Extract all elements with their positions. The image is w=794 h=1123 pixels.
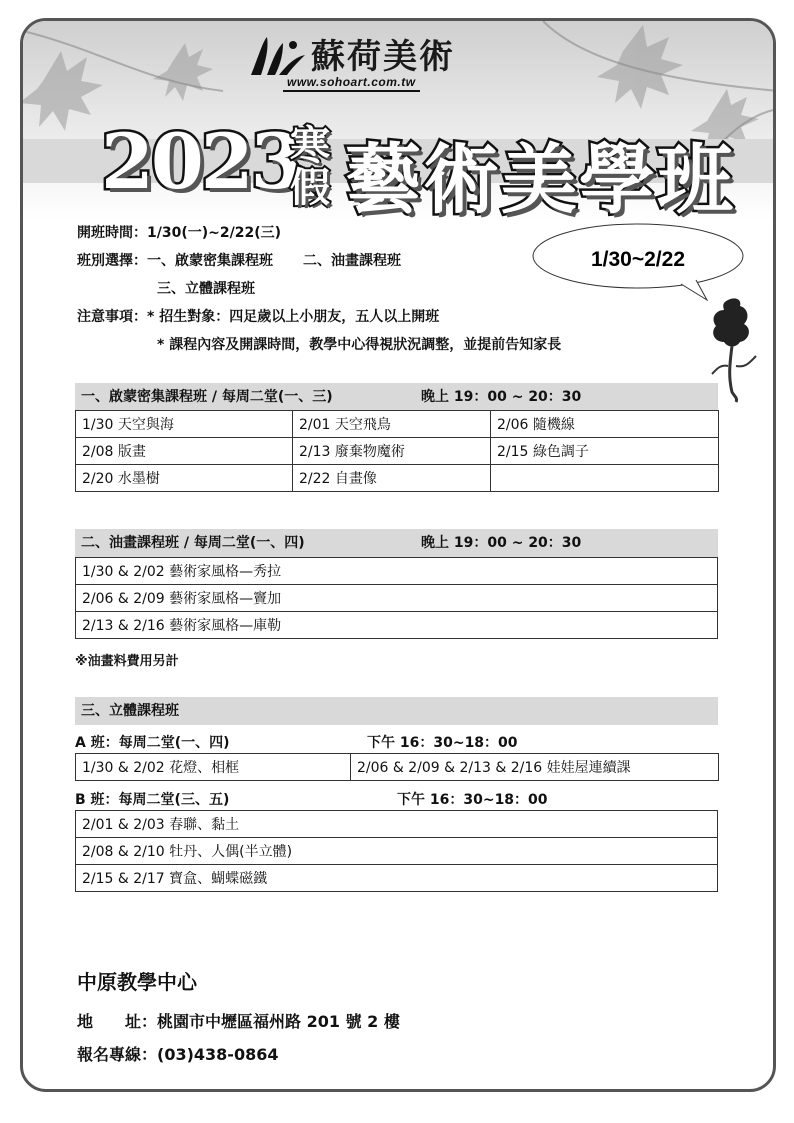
address-label: 地 址： — [77, 1012, 158, 1031]
classes-line — [77, 250, 401, 270]
section1-table — [75, 410, 719, 492]
period-value: 1/30(一)~2/22(三) — [147, 225, 281, 241]
brand-logo — [249, 29, 519, 95]
section2-time: 晚上 19：00 ~ 20：30 — [421, 535, 582, 551]
table-row — [76, 558, 718, 585]
class-2: 二、油畫課程班 — [303, 253, 401, 269]
table-cell: 2/06 & 2/09 藝術家風格—竇加 — [76, 585, 718, 612]
headline — [101, 115, 741, 225]
phone-line — [77, 1042, 278, 1065]
season-bottom: 假 — [290, 164, 330, 211]
classes-label: 班別選擇： — [77, 253, 147, 269]
period-line — [77, 222, 281, 242]
season-top: 寒 — [290, 122, 330, 169]
section3-header — [75, 697, 718, 725]
class-b-line — [75, 789, 548, 809]
class-b-table — [75, 810, 718, 892]
table-row — [76, 411, 719, 438]
table-cell: 1/30 & 2/02 藝術家風格—秀拉 — [76, 558, 718, 585]
table-cell: 2/06 隨機線 — [491, 411, 719, 438]
notes-label: 注意事項： — [77, 309, 147, 325]
section3-title: 三、立體課程班 — [81, 703, 179, 719]
table-row — [76, 438, 719, 465]
address-value: 桃園市中壢區福州路 201 號 2 樓 — [157, 1012, 400, 1031]
bubble-text: 1/30~2/22 — [590, 248, 685, 271]
class-a-line — [75, 732, 518, 752]
table-row — [76, 838, 718, 865]
table-cell: 2/20 水墨樹 — [76, 465, 293, 492]
table-cell: 1/30 天空與海 — [76, 411, 293, 438]
phone-label: 報名專線： — [77, 1045, 158, 1064]
brand-name: 蘇荷美術 — [311, 37, 455, 77]
table-cell: 2/08 & 2/10 牡丹、人偶(半立體) — [76, 838, 718, 865]
headline-season — [277, 122, 343, 211]
table-cell: 2/01 & 2/03 春聯、黏土 — [76, 811, 718, 838]
section2-table — [75, 557, 718, 639]
table-cell: 2/01 天空飛鳥 — [293, 411, 491, 438]
section1-header — [75, 383, 718, 411]
class-b-time: 下午 16：30~18：00 — [397, 792, 548, 808]
brand-mark-icon — [249, 35, 307, 77]
headline-year: 2023 — [101, 117, 301, 206]
table-cell: 2/22 自畫像 — [293, 465, 491, 492]
table-cell: 2/13 & 2/16 藝術家風格—庫勒 — [76, 612, 718, 639]
table-row — [76, 465, 719, 492]
address-line — [77, 1009, 400, 1032]
table-cell: 2/08 版畫 — [76, 438, 293, 465]
table-cell: 2/15 綠色調子 — [491, 438, 719, 465]
section2-title: 二、油畫課程班 / 每周二堂(一、四) — [81, 535, 305, 551]
table-cell: 2/13 廢棄物魔術 — [293, 438, 491, 465]
table-row — [76, 754, 719, 781]
class-a-table — [75, 753, 719, 781]
date-bubble — [531, 222, 745, 294]
table-cell: 2/15 & 2/17 寶盒、蝴蝶磁鐵 — [76, 865, 718, 892]
headline-title: 藝術美學班 — [345, 135, 735, 224]
section1-title: 一、啟蒙密集課程班 / 每周二堂(一、三) — [81, 389, 333, 405]
section2-header — [75, 529, 718, 557]
section1-time: 晚上 19：00 ~ 20：30 — [421, 389, 582, 405]
period-label: 開班時間： — [77, 225, 147, 241]
class-a-time: 下午 16：30~18：00 — [367, 735, 518, 751]
notes-line — [77, 306, 439, 326]
table-cell: 1/30 & 2/02 花燈、相框 — [76, 754, 351, 781]
class-a-label: A 班：每周二堂(一、四) — [75, 735, 230, 751]
class-1: 一、啟蒙密集課程班 — [147, 253, 273, 269]
center-name: 中原教學中心 — [77, 970, 197, 994]
brand-url: www.sohoart.com.tw — [283, 75, 420, 92]
table-cell — [491, 465, 719, 492]
table-row — [76, 865, 718, 892]
table-cell: 2/06 & 2/09 & 2/13 & 2/16 娃娃屋連續課 — [351, 754, 719, 781]
class-3: 三、立體課程班 — [157, 281, 255, 297]
table-row — [76, 612, 718, 639]
note-2: * 課程內容及開課時間，教學中心得視狀況調整，並提前告知家長 — [157, 337, 562, 353]
note-1: * 招生對象：四足歲以上小朋友，五人以上開班 — [147, 309, 440, 325]
table-row — [76, 811, 718, 838]
class-b-label: B 班：每周二堂(三、五) — [75, 792, 230, 808]
phone-value: (03)438-0864 — [157, 1045, 279, 1064]
table-row — [76, 585, 718, 612]
section2-note: ※油畫料費用另計 — [75, 654, 179, 669]
